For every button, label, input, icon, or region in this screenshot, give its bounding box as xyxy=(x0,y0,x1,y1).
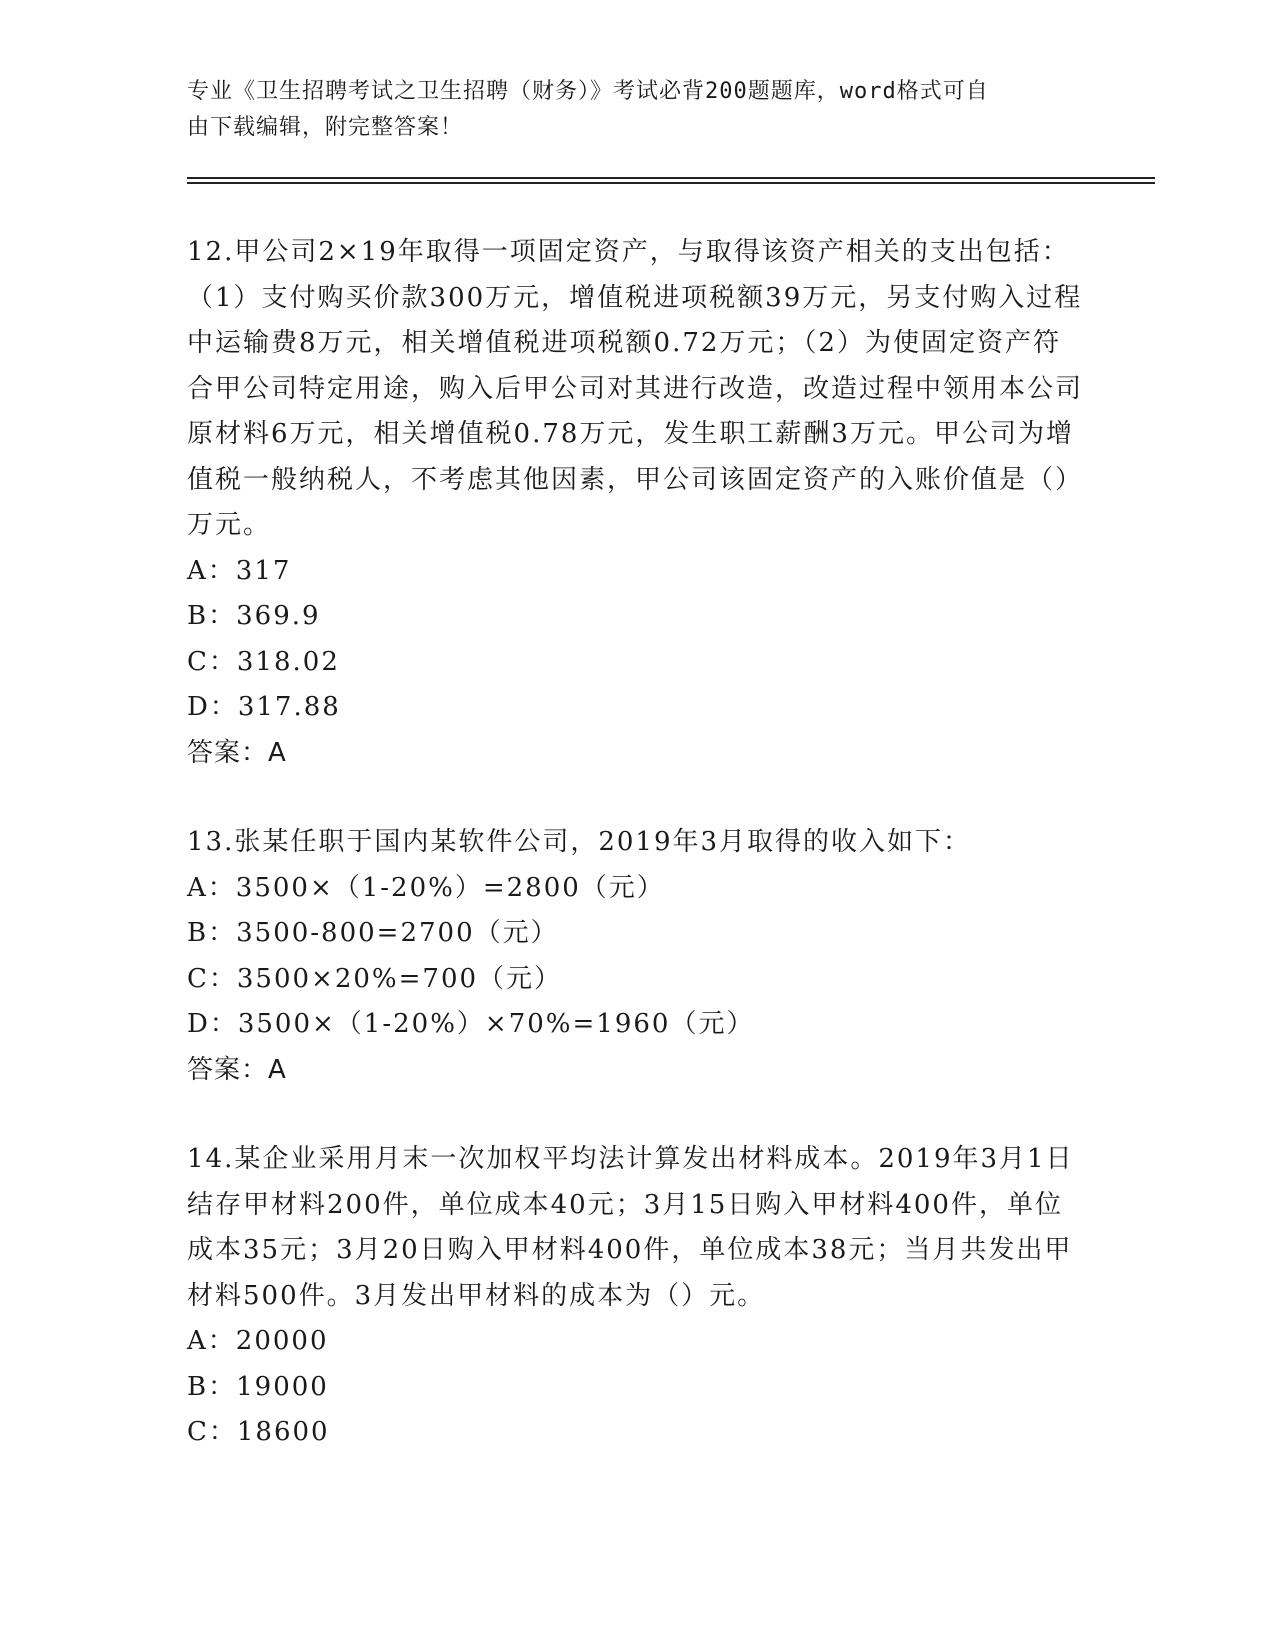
document-header xyxy=(187,74,1067,146)
option-c: C：3500×20%=700（元） xyxy=(187,963,563,994)
option-c: C：318.02 xyxy=(187,646,340,677)
option-d: D：317.88 xyxy=(187,692,341,722)
question-14 xyxy=(187,1137,1087,1456)
answer-line: 答案：A xyxy=(187,1054,287,1085)
question-spacer xyxy=(187,776,1087,820)
question-stem: 14.某企业采用月末一次加权平均法计算发出材料成本。2019年3月1日结存甲材料200件，单位成本40元；3月15日购入甲材料400件，单位成本35元；3月20日购入甲材料400件，单位成本38元；当月共发出甲材料500件。3月发出甲材料的成本为（）元。 xyxy=(187,1144,1074,1311)
header-line-1: 专业《卫生招聘考试之卫生招聘（财务）》考试必背200题题库，word格式可自 xyxy=(187,79,989,104)
question-12 xyxy=(187,230,1087,776)
answer-line: 答案：A xyxy=(187,737,287,768)
option-b: B：19000 xyxy=(187,1371,329,1402)
question-13 xyxy=(187,820,1087,1093)
option-a: A：317 xyxy=(187,555,292,586)
question-list xyxy=(187,230,1087,1456)
header-divider-top xyxy=(187,177,1155,179)
question-stem: 13.张某任职于国内某软件公司，2019年3月取得的收入如下： xyxy=(187,827,972,857)
header-divider-bottom xyxy=(187,182,1155,184)
header-line-2: 由下载编辑，附完整答案！ xyxy=(187,115,464,140)
option-a: A：3500×（1-20%）=2800（元） xyxy=(187,872,665,903)
option-b: B：369.9 xyxy=(187,601,321,631)
question-stem: 12.甲公司2×19年取得一项固定资产，与取得该资产相关的支出包括：（1）支付购买价款300万元，增值税进项税额39万元，另支付购入过程中运输费8万元，相关增值税进项税额0.72万元；（2）为使固定资产符合甲公司特定用途，购入后甲公司对其进行改造，改造过程中领用本公司原材料6万元，相关增值税0.78万元，发生职工薪酬3万元。甲公司为增值税一般纳税人，不考虑其他因素，甲公司该固定资产的入账价值是（）万元。 xyxy=(187,237,1084,540)
option-a: A：20000 xyxy=(187,1326,329,1356)
option-c: C：18600 xyxy=(187,1417,330,1447)
question-spacer xyxy=(187,1093,1087,1137)
option-b: B：3500-800=2700（元） xyxy=(187,918,559,948)
option-d: D：3500×（1-20%）×70%=1960（元） xyxy=(187,1009,755,1039)
